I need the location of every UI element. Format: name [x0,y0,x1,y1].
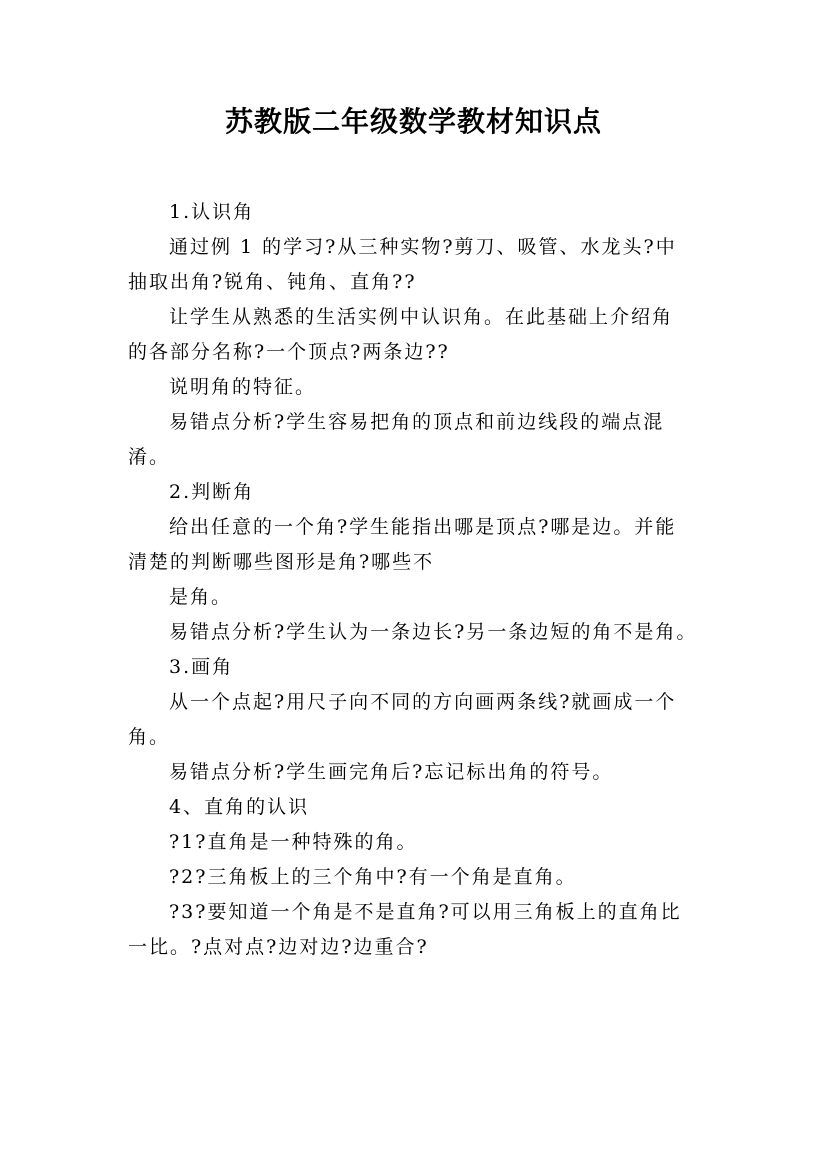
text-line: 从一个点起?用尺子向不同的方向画两条线?就画成一个 [169,691,677,713]
text-line: 易错点分析?学生认为一条边长?另一条边短的角不是角。 [169,621,698,643]
text-line: 说明角的特征。 [169,376,317,398]
text-line: ?1?直角是一种特殊的角。 [169,831,418,853]
page-title: 苏教版二年级数学教材知识点 [224,105,602,138]
text-line: 给出任意的一个角?学生能指出哪是顶点?哪是边。并能 [169,516,677,538]
text-line: 3.画角 [169,656,234,678]
text-line: 通过例 1 的学习?从三种实物?剪刀、吸管、水龙头?中 [169,236,677,258]
text-line: 淆。 [128,446,171,468]
text-line: 易错点分析?学生容易把角的顶点和前边线段的端点混 [169,411,665,433]
text-line: ?2?三角板上的三个角中?有一个角是直角。 [169,866,577,888]
text-line: 易错点分析?学生画完角后?忘记标出角的符号。 [169,761,614,783]
text-line: 角。 [128,726,171,748]
text-line: 一比。?点对点?边对边?边重合? [128,936,429,958]
text-line: 1.认识角 [169,201,255,223]
text-line: 清楚的判断哪些图形是角?哪些不 [128,551,435,573]
text-line: 让学生从熟悉的生活实例中认识角。在此基础上介绍角 [169,306,674,328]
text-line: 2.判断角 [169,481,255,503]
text-line: 的各部分名称?一个顶点?两条边?? [128,341,450,363]
text-line: 抽取出角?锐角、钝角、直角?? [128,271,417,293]
text-line: 4、直角的认识 [169,796,310,818]
text-line: ?3?要知道一个角是不是直角?可以用三角板上的直角比 [169,901,682,923]
document-body [128,195,708,965]
text-line: 是角。 [169,586,233,608]
